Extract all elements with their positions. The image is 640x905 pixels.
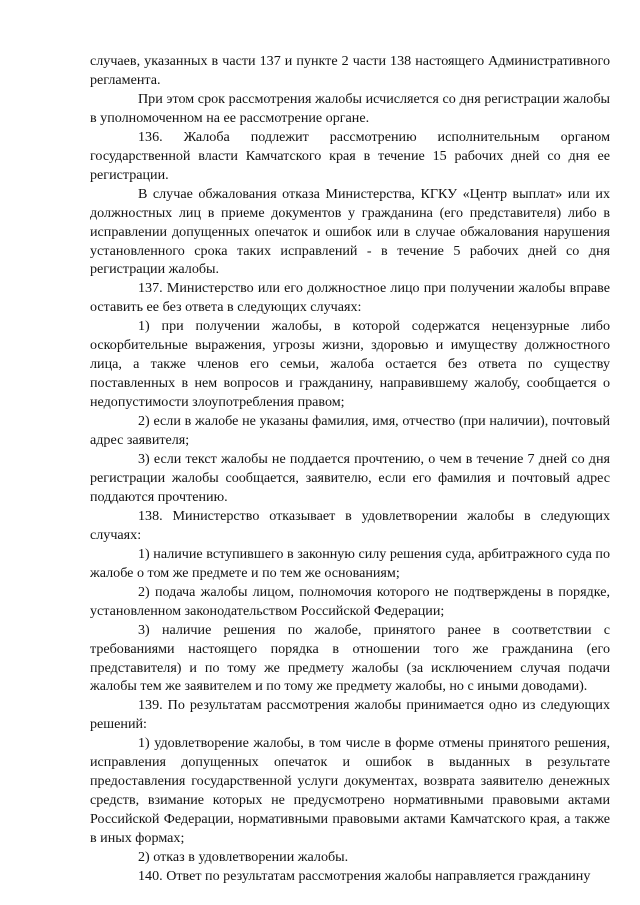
document-page: [90, 52, 610, 886]
paragraph-138-item-2: 2) подача жалобы лицом, полномочия которого не подтверждены в порядке, установленном законодательством Российской Федерации;: [90, 583, 610, 619]
paragraph-139-item-1: 1) удовлетворение жалобы, в том числе в форме отмены принятого решения, исправления допущенных опечаток и ошибок в выданных в результате предоставления государственной услуги документах, возврата заявителю денежных средств, взимание которых не предусмотрено нормативными правовыми актами Российской Федерации, нормативными правовыми актами Камчатского края, а также в иных формах;: [90, 735, 610, 847]
paragraph-136-refusal-appeal: В случае обжалования отказа Министерства, КГКУ «Центр выплат» или их должностных лиц в приеме документов у гражданина (его представителя) либо в исправлении допущенных опечаток и ошибок или в случае обжалования нарушения установленного срока таких исправлений - в течение 5 рабочих дней со дня регистрации жалобы.: [90, 185, 610, 278]
paragraph-138-item-3: 3) наличие решения по жалобе, принятого ранее в соответствии с требованиями настоящего порядка в отношении того же гражданина (его представителя) и по тому же предмету жалобы (за исключением случая подачи жалобы тем же заявителем и по тому же предмету жалобы, но с иными доводами).: [90, 621, 610, 695]
paragraph-137-item-2: 2) если в жалобе не указаны фамилия, имя, отчество (при наличии), почтовый адрес заявителя;: [90, 413, 610, 449]
paragraph-139: 139. По результатам рассмотрения жалобы принимается одно из следующих решений:: [90, 697, 610, 733]
paragraph-137-item-1: 1) при получении жалобы, в которой содержатся нецензурные либо оскорбительные выражения, угрозы жизни, здоровью и имуществу должностного лица, а также членов его семьи, жалоба остается без ответа по существу поставленных в нем вопросов и гражданину, направившему жалобу, сообщается о недопустимости злоупотребления правом;: [90, 318, 610, 411]
paragraph-138: 138. Министерство отказывает в удовлетворении жалобы в следующих случаях:: [90, 507, 610, 543]
paragraph-136: 136. Жалоба подлежит рассмотрению исполнительным органом государственной власти Камчатского края в течение 15 рабочих дней со дня ее регистрации.: [90, 128, 610, 183]
paragraph-continuation: случаев, указанных в части 137 и пункте 2 части 138 настоящего Административного регламента.: [90, 53, 610, 88]
paragraph-137: 137. Министерство или его должностное лицо при получении жалобы вправе оставить ее без ответа в следующих случаях:: [90, 280, 610, 316]
paragraph-140: 140. Ответ по результатам рассмотрения жалобы направляется гражданину: [138, 867, 591, 884]
paragraph-review-term-start: При этом срок рассмотрения жалобы исчисляется со дня регистрации жалобы в уполномоченном на ее рассмотрение органе.: [90, 90, 610, 126]
paragraph-137-item-3: 3) если текст жалобы не поддается прочтению, о чем в течение 7 дней со дня регистрации жалобы сообщается, заявителю, если его фамилия и почтовый адрес поддаются прочтению.: [90, 451, 610, 505]
paragraph-138-item-1: 1) наличие вступившего в законную силу решения суда, арбитражного суда по жалобе о том же предмете и по тем же основаниям;: [90, 545, 610, 581]
paragraph-139-item-2: 2) отказ в удовлетворении жалобы.: [138, 849, 349, 866]
